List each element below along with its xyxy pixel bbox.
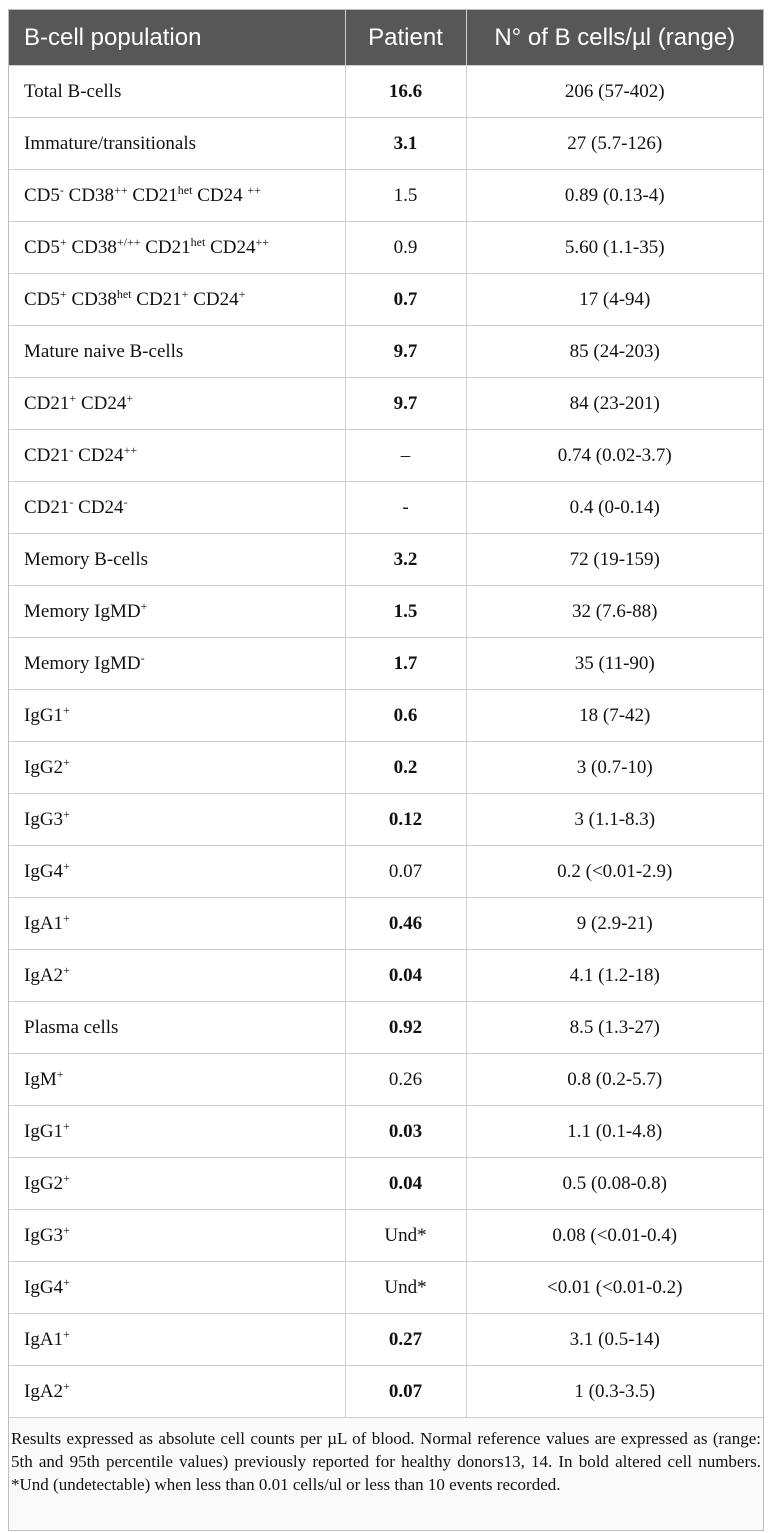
cell-population: [9, 846, 345, 898]
cell-reference: 3 (1.1-8.3): [466, 794, 763, 846]
cell-population: [9, 690, 345, 742]
cell-reference: 32 (7.6-88): [466, 586, 763, 638]
population-text: CD24: [76, 392, 127, 414]
population-text: CD24: [192, 184, 248, 206]
population-text: IgM: [24, 1068, 57, 1090]
cell-population: [9, 1366, 345, 1418]
population-text: IgG4: [24, 1276, 64, 1298]
cell-population: [9, 274, 345, 326]
cell-reference: 0.08 (<0.01-0.4): [466, 1210, 763, 1262]
population-text: IgA1: [24, 912, 64, 934]
population-text: CD21: [24, 444, 70, 466]
superscript-marker: +: [63, 1274, 70, 1289]
table-row: [9, 274, 763, 326]
cell-reference: 4.1 (1.2-18): [466, 950, 763, 1002]
cell-reference: 72 (19-159): [466, 534, 763, 586]
cell-reference: 1.1 (0.1-4.8): [466, 1106, 763, 1158]
cell-population: [9, 950, 345, 1002]
population-text: CD24: [188, 288, 239, 310]
cell-patient: 0.04: [345, 1158, 466, 1210]
population-text: IgG2: [24, 1172, 64, 1194]
superscript-marker: +: [63, 1326, 70, 1341]
superscript-marker: het: [116, 286, 132, 301]
cell-reference: 18 (7-42): [466, 690, 763, 742]
table-row: [9, 430, 763, 482]
cell-population: [9, 638, 345, 690]
superscript-marker: +: [63, 858, 70, 873]
population-text: Memory B-cells: [24, 548, 149, 570]
cell-reference: 35 (11-90): [466, 638, 763, 690]
cell-patient: 16.6: [345, 66, 466, 118]
superscript-marker: ++: [255, 234, 270, 249]
cell-reference: 0.89 (0.13-4): [466, 170, 763, 222]
cell-reference: 27 (5.7-126): [466, 118, 763, 170]
population-text: CD24: [205, 236, 256, 258]
population-text: Total B-cells: [24, 80, 122, 102]
population-text: Memory IgMD: [24, 600, 141, 622]
cell-patient: 3.1: [345, 118, 466, 170]
table-row: [9, 118, 763, 170]
cell-reference: 9 (2.9-21): [466, 898, 763, 950]
cell-reference: 0.5 (0.08-0.8): [466, 1158, 763, 1210]
population-text: CD21: [24, 496, 70, 518]
b-cell-table: [9, 10, 763, 1417]
cell-population: [9, 1314, 345, 1366]
superscript-marker: +: [126, 390, 134, 405]
superscript-marker: +: [63, 910, 70, 925]
population-text: CD21: [127, 184, 178, 206]
cell-population: [9, 742, 345, 794]
cell-patient: 0.04: [345, 950, 466, 1002]
cell-patient: Und*: [345, 1210, 466, 1262]
cell-population: [9, 586, 345, 638]
cell-patient: 0.26: [345, 1054, 466, 1106]
superscript-marker: -: [59, 182, 64, 197]
cell-patient: 0.6: [345, 690, 466, 742]
table-row: [9, 1158, 763, 1210]
cell-patient: Und*: [345, 1262, 466, 1314]
cell-patient: 9.7: [345, 326, 466, 378]
table-row: [9, 1054, 763, 1106]
cell-reference: 0.4 (0-0.14): [466, 482, 763, 534]
superscript-marker: +: [140, 598, 148, 613]
cell-reference: 85 (24-203): [466, 326, 763, 378]
cell-reference: 0.8 (0.2-5.7): [466, 1054, 763, 1106]
superscript-marker: ++: [114, 182, 128, 197]
table-container: [8, 9, 764, 1531]
table-row: [9, 482, 763, 534]
population-text: Mature naive B-cells: [24, 340, 184, 362]
population-text: Immature/transitionals: [24, 132, 197, 154]
cell-patient: 9.7: [345, 378, 466, 430]
table-row: [9, 66, 763, 118]
cell-population: [9, 326, 345, 378]
cell-patient: 0.12: [345, 794, 466, 846]
table-row: [9, 1106, 763, 1158]
population-text: IgA2: [24, 964, 64, 986]
population-text: CD5: [24, 288, 60, 310]
table-row: [9, 846, 763, 898]
table-row: [9, 222, 763, 274]
population-text: IgA2: [24, 1380, 64, 1402]
superscript-marker: +: [63, 1170, 70, 1185]
cell-reference: 0.74 (0.02-3.7): [466, 430, 763, 482]
cell-patient: 1.5: [345, 586, 466, 638]
superscript-marker: +: [63, 754, 70, 769]
superscript-marker: +: [238, 286, 246, 301]
population-text: CD21: [24, 392, 70, 414]
population-text: IgG1: [24, 704, 64, 726]
cell-patient: 1.5: [345, 170, 466, 222]
table-row: [9, 1002, 763, 1054]
cell-population: [9, 1262, 345, 1314]
header-reference: N° of B cells/µl (range): [466, 10, 763, 66]
table-header-row: [9, 10, 763, 66]
population-text: IgG2: [24, 756, 64, 778]
cell-patient: 0.7: [345, 274, 466, 326]
population-text: Memory IgMD: [24, 652, 141, 674]
cell-population: [9, 118, 345, 170]
superscript-marker: +: [63, 806, 70, 821]
table-row: [9, 950, 763, 1002]
table-body: [9, 66, 763, 1418]
population-text: IgG4: [24, 860, 64, 882]
superscript-marker: +: [63, 1222, 70, 1237]
table-row: [9, 1314, 763, 1366]
superscript-marker: ++: [247, 182, 261, 197]
superscript-marker: +: [59, 234, 67, 249]
header-patient: Patient: [345, 10, 466, 66]
table-row: [9, 534, 763, 586]
table-row: [9, 378, 763, 430]
table-footnote: Results expressed as absolute cell counts per µL of blood. Normal reference values are expressed as (range: 5th and 95th percentile values) previously reported for healthy donors13, 14. In bold altered cell numbers. *Und (undetectable) when less than 0.01 cells/ul or less than 10 events recorded.: [9, 1417, 763, 1519]
population-text: CD24: [73, 496, 124, 518]
cell-reference: <0.01 (<0.01-0.2): [466, 1262, 763, 1314]
cell-population: [9, 1210, 345, 1262]
population-text: IgG3: [24, 808, 64, 830]
superscript-marker: ++: [123, 442, 138, 457]
cell-population: [9, 222, 345, 274]
cell-patient: 0.07: [345, 1366, 466, 1418]
cell-reference: 84 (23-201): [466, 378, 763, 430]
superscript-marker: +/++: [116, 234, 141, 249]
cell-reference: 17 (4-94): [466, 274, 763, 326]
population-text: IgG3: [24, 1224, 64, 1246]
cell-population: [9, 534, 345, 586]
cell-reference: 3 (0.7-10): [466, 742, 763, 794]
superscript-marker: +: [181, 286, 189, 301]
population-text: CD5: [24, 236, 60, 258]
cell-patient: 0.46: [345, 898, 466, 950]
population-text: Plasma cells: [24, 1016, 119, 1038]
table-row: [9, 1262, 763, 1314]
cell-patient: 0.07: [345, 846, 466, 898]
cell-population: [9, 66, 345, 118]
table-row: [9, 1366, 763, 1418]
cell-reference: 3.1 (0.5-14): [466, 1314, 763, 1366]
population-text: CD5: [24, 184, 60, 206]
cell-reference: 5.60 (1.1-35): [466, 222, 763, 274]
cell-population: [9, 1054, 345, 1106]
superscript-marker: -: [123, 494, 128, 509]
cell-population: [9, 1106, 345, 1158]
population-text: CD38: [63, 184, 115, 206]
cell-reference: 8.5 (1.3-27): [466, 1002, 763, 1054]
population-text: CD21: [140, 236, 191, 258]
table-row: [9, 1210, 763, 1262]
cell-population: [9, 1158, 345, 1210]
cell-patient: 0.03: [345, 1106, 466, 1158]
cell-patient: 0.2: [345, 742, 466, 794]
population-text: IgA1: [24, 1328, 64, 1350]
table-row: [9, 586, 763, 638]
cell-population: [9, 378, 345, 430]
superscript-marker: het: [190, 234, 206, 249]
table-row: [9, 898, 763, 950]
cell-population: [9, 794, 345, 846]
cell-population: [9, 898, 345, 950]
cell-patient: 0.92: [345, 1002, 466, 1054]
superscript-marker: +: [63, 962, 70, 977]
cell-reference: 206 (57-402): [466, 66, 763, 118]
cell-population: [9, 1002, 345, 1054]
cell-patient: 3.2: [345, 534, 466, 586]
cell-population: [9, 430, 345, 482]
superscript-marker: het: [177, 182, 193, 197]
superscript-marker: -: [69, 442, 74, 457]
cell-reference: 0.2 (<0.01-2.9): [466, 846, 763, 898]
table-row: [9, 690, 763, 742]
population-text: CD24: [73, 444, 124, 466]
population-text: CD21: [131, 288, 182, 310]
population-text: CD38: [66, 288, 117, 310]
cell-patient: 1.7: [345, 638, 466, 690]
superscript-marker: +: [63, 1378, 70, 1393]
cell-population: [9, 170, 345, 222]
superscript-marker: +: [59, 286, 67, 301]
population-text: CD38: [66, 236, 117, 258]
cell-patient: -: [345, 482, 466, 534]
table-row: [9, 794, 763, 846]
table-row: [9, 326, 763, 378]
cell-patient: –: [345, 430, 466, 482]
cell-population: [9, 482, 345, 534]
header-population: B-cell population: [9, 10, 345, 66]
superscript-marker: +: [63, 702, 70, 717]
table-row: [9, 742, 763, 794]
cell-patient: 0.9: [345, 222, 466, 274]
superscript-marker: +: [56, 1066, 64, 1081]
superscript-marker: +: [63, 1118, 70, 1133]
cell-reference: 1 (0.3-3.5): [466, 1366, 763, 1418]
population-text: IgG1: [24, 1120, 64, 1142]
cell-patient: 0.27: [345, 1314, 466, 1366]
superscript-marker: +: [69, 390, 77, 405]
superscript-marker: -: [140, 650, 145, 665]
table-row: [9, 170, 763, 222]
table-row: [9, 638, 763, 690]
superscript-marker: -: [69, 494, 74, 509]
